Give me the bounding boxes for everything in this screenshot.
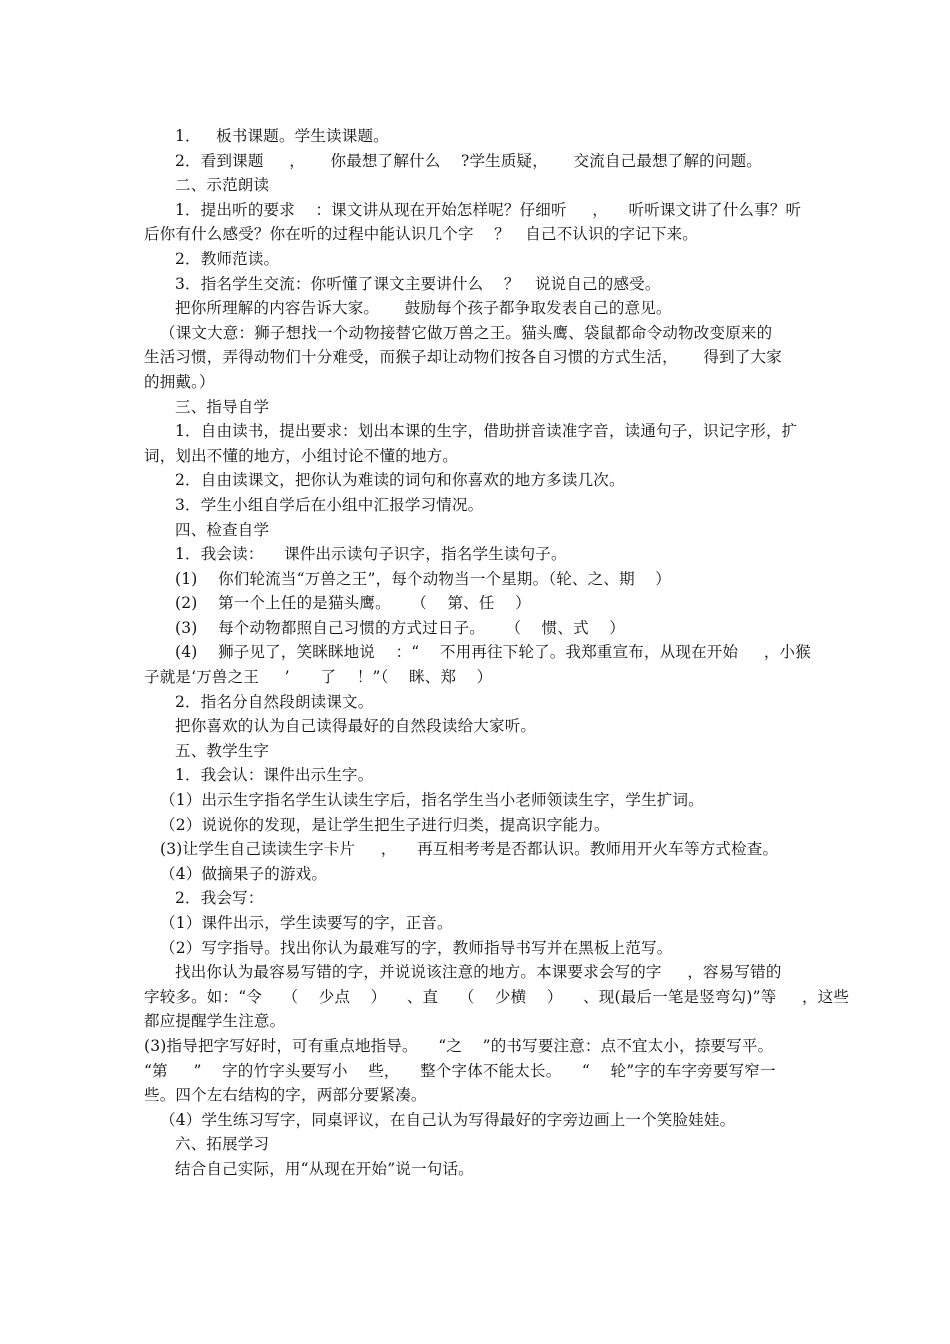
- document-body: [144, 124, 850, 1182]
- text-line: 把你喜欢的认为自己读得最好的自然段读给大家听。: [175, 717, 537, 736]
- text-line: 词，划出不懂的地方，小组讨论不懂的地方。: [144, 446, 459, 465]
- text-line: 1．我会认：课件出示生字。: [175, 766, 374, 785]
- text-line: 2．我会写：: [175, 889, 264, 908]
- text-line: (3) 每个动物都照自己习惯的方式过日子。 （ 惯、式 ）: [175, 618, 625, 637]
- text-line: 1． 板书课题。学生读课题。: [175, 127, 389, 145]
- text-line: “第 ” 字的竹字头要写小 些， 整个字体不能太长。 “ 轮”字的车字旁要写窄一: [144, 1061, 776, 1080]
- text-line: 子就是‘万兽之王 ’ 了 ！”（ 眯、郑 ）: [144, 668, 493, 687]
- text-line: 生活习惯，弄得动物们十分难受，而猴子却让动物们按各自习惯的方式生活， 得到了大家: [144, 348, 782, 367]
- text-line: （2）写字指导。找出你认为最难写的字，教师指导书写并在黑板上范写。: [160, 938, 673, 957]
- text-line: (3)让学生自己读读生字卡片 ， 再互相考考是否都认识。教师用开火车等方式检查。: [160, 840, 779, 859]
- text-line: 3．学生小组自学后在小组中汇报学习情况。: [175, 495, 484, 514]
- text-line: (2) 第一个上任的是猫头鹰。 （ 第、任 ）: [175, 594, 531, 613]
- text-line: （2）说说你的发现，是让学生把生子进行归类，提高识字能力。: [160, 815, 610, 834]
- text-line: (3)指导把字写好时，可有重点地指导。 “之 ”的书写要注意：点不宜太小，捺要写平。: [144, 1036, 774, 1055]
- text-line: 些。四个左右结构的字，两部分要紧凑。: [144, 1086, 427, 1105]
- text-line: （4）学生练习写字，同桌评议，在自己认为写得最好的字旁边画上一个笑脸娃娃。: [160, 1110, 736, 1129]
- text-line: 字较多。如：“令 （ 少点 ） 、直 （ 少横 ） 、现(最后一笔是竖弯勾)”等 ，这些: [144, 987, 850, 1006]
- text-line: 都应提醒学生注意。: [144, 1012, 286, 1031]
- text-line: 2．指名分自然段朗读课文。: [175, 692, 374, 711]
- text-line: 二、示范朗读: [175, 176, 270, 195]
- text-line: 后你有什么感受？你在听的过程中能认识几个字 ？ 自己不认识的字记下来。: [144, 225, 698, 244]
- text-line: 三、指导自学: [175, 397, 270, 416]
- text-line: 1．我会读： 课件出示读句子识字，指名学生读句子。: [175, 545, 567, 564]
- text-line: (1) 你们轮流当“万兽之王”，每个动物当一个星期。（轮、之、期 ）: [175, 569, 671, 588]
- text-line: 3．指名学生交流：你听懂了课文主要讲什么 ？ 说说自己的感受。: [175, 274, 661, 293]
- text-line: 2．教师范读。: [175, 249, 280, 268]
- text-line: （1）出示生字指名学生认读生字后，指名学生当小老师领读生字，学生扩词。: [160, 791, 704, 810]
- text-line: (4) 狮子见了，笑眯眯地说 ：“ 不用再往下轮了。我郑重宣布，从现在开始 ，小猴: [175, 643, 811, 662]
- text-line: 2．自由读课文，把你认为难读的词句和你喜欢的地方多读几次。: [175, 471, 625, 490]
- text-line: （1）课件出示，学生读要写的字，正音。: [160, 914, 453, 932]
- text-line: 找出你认为最容易写错的字，并说说该注意的地方。本课要求会写的字 ，容易写错的: [175, 963, 782, 982]
- text-line: 四、检查自学: [175, 520, 270, 539]
- text-line: 1．提出听的要求 ：课文讲从现在开始怎样呢？仔细听 ， 听听课文讲了什么事？听: [175, 200, 802, 219]
- text-line: 1．自由读书，提出要求：划出本课的生字，借助拼音读准字音，读通句子，识记字形，扩: [175, 422, 798, 441]
- text-line: 结合自己实际，用“从现在开始”说一句话。: [175, 1159, 474, 1178]
- text-line: （课文大意：狮子想找一个动物接替它做万兽之王。猫头鹰、袋鼠都命令动物改变原来的: [160, 323, 773, 342]
- text-line: 六、拓展学习: [175, 1135, 270, 1154]
- text-line: 五、教学生字: [175, 741, 270, 760]
- text-line: （4）做摘果子的游戏。: [160, 864, 328, 883]
- text-line: 的拥戴。）: [144, 372, 215, 391]
- text-line: 把你所理解的内容告诉大家。 鼓励每个孩子都争取发表自己的意见。: [175, 299, 672, 318]
- text-line: 2．看到课题 ， 你最想了解什么 ?学生质疑， 交流自己最想了解的问题。: [175, 151, 762, 170]
